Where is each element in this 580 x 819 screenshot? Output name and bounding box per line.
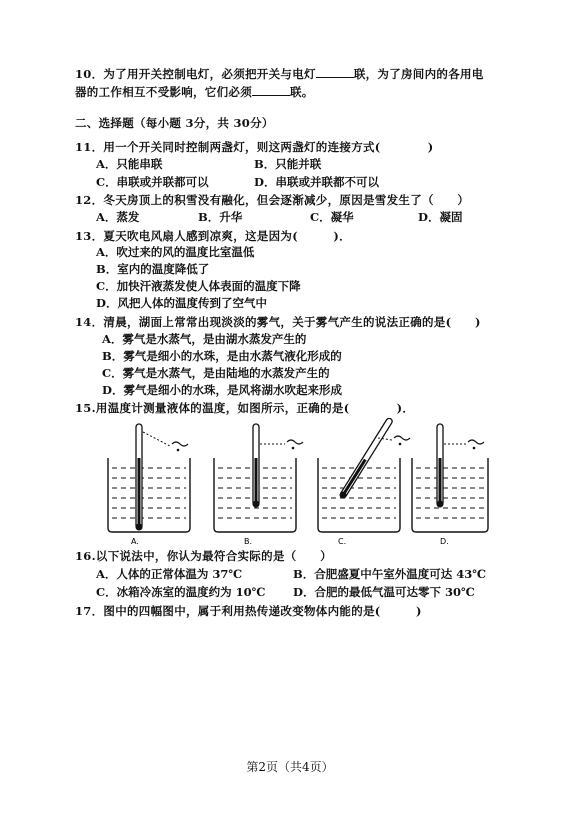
q14-stem: 14．清晨，湖面上常常出现淡淡的雾气，关于雾气产生的说法正确的是( ): [75, 315, 481, 329]
q10-text-part3: 器的工作相互不受影响，它们必须: [75, 85, 252, 99]
q13-option-b[interactable]: B．室内的温度降低了: [96, 262, 210, 276]
q15-stem: 15.用温度计测量液体的温度，如图所示，正确的是( )．: [75, 401, 415, 415]
q14-option-a[interactable]: A．雾气是水蒸气，是由湖水蒸发产生的: [102, 332, 307, 346]
figure-label-c: C.: [338, 537, 347, 546]
q16-option-a[interactable]: A．人体的正常体温为 37℃: [96, 567, 243, 581]
q15-thermometer-figure: [0, 418, 580, 548]
q12-stem: 12．冬天房顶上的积雪没有融化，但会逐渐减少，原因是雪发生了（ ）: [75, 193, 470, 207]
q10-line2: [75, 84, 314, 100]
q14-option-b[interactable]: B．雾气是细小的水珠，是由水蒸气液化形成的: [102, 349, 342, 363]
q12-option-c[interactable]: C．凝华: [310, 210, 354, 224]
q14-option-c[interactable]: C．雾气是水蒸气，是由陆地的水蒸发产生的: [102, 366, 330, 380]
q12-option-a[interactable]: A．蒸发: [96, 210, 140, 224]
q10-text-part2: 联，为了房间内的各用电: [353, 67, 484, 81]
section-title: 二、选择题（每小题 3分，共 30分）: [75, 116, 274, 130]
figure-label-a: A.: [131, 537, 139, 546]
q17-stem: 17．图中的四幅图中，属于利用热传递改变物体内能的是( ): [75, 604, 422, 618]
q13-stem: 13．夏天吹电风扇人感到凉爽，这是因为( )．: [75, 229, 351, 243]
q11-option-d[interactable]: D．串联或并联都不可以: [254, 175, 379, 189]
q10-blank-1[interactable]: [316, 67, 354, 78]
q14-option-d[interactable]: D．雾气是细小的水珠，是风将湖水吹起来形成: [102, 383, 342, 397]
q13-option-c[interactable]: C．加快汗液蒸发使人体表面的温度下降: [96, 279, 301, 293]
q12-option-b[interactable]: B．升华: [198, 210, 243, 224]
figure-label-d: D.: [440, 537, 449, 546]
page-footer: 第2页（共4页）: [246, 760, 334, 774]
q10-text-part1: 10．为了用开关控制电灯，必须把开关与电灯: [75, 67, 316, 81]
beaker-d[interactable]: [412, 424, 488, 532]
q11-option-c[interactable]: C．串联或并联都可以: [96, 175, 209, 189]
q11-stem: 11．用一个开关同时控制两盏灯，则这两盏灯的连接方式( ): [75, 140, 434, 154]
beaker-c[interactable]: [318, 418, 410, 532]
q10-blank-2[interactable]: [252, 85, 290, 96]
q10-line1: [75, 66, 484, 82]
q13-option-a[interactable]: A．吹过来的风的温度比室温低: [96, 245, 255, 259]
q16-stem: 16.以下说法中，你认为最符合实际的是（ ）: [75, 549, 332, 563]
q13-option-d[interactable]: D．风把人体的温度传到了空气中: [96, 296, 267, 310]
q16-option-d[interactable]: D．合肥的最低气温可达零下 30℃: [293, 585, 475, 599]
q11-option-b[interactable]: B．只能并联: [254, 157, 322, 171]
beaker-a[interactable]: [108, 424, 190, 532]
q16-option-b[interactable]: B．合肥盛夏中午室外温度可达 43℃: [293, 567, 487, 581]
q16-option-c[interactable]: C．冰箱冷冻室的温度约为 10℃: [96, 585, 266, 599]
beaker-b[interactable]: [214, 424, 303, 532]
q10-text-part4: 联。: [290, 85, 314, 99]
q12-option-d[interactable]: D．凝固: [418, 210, 463, 224]
figure-label-b: B.: [244, 537, 253, 546]
q11-option-a[interactable]: A．只能串联: [96, 157, 163, 171]
